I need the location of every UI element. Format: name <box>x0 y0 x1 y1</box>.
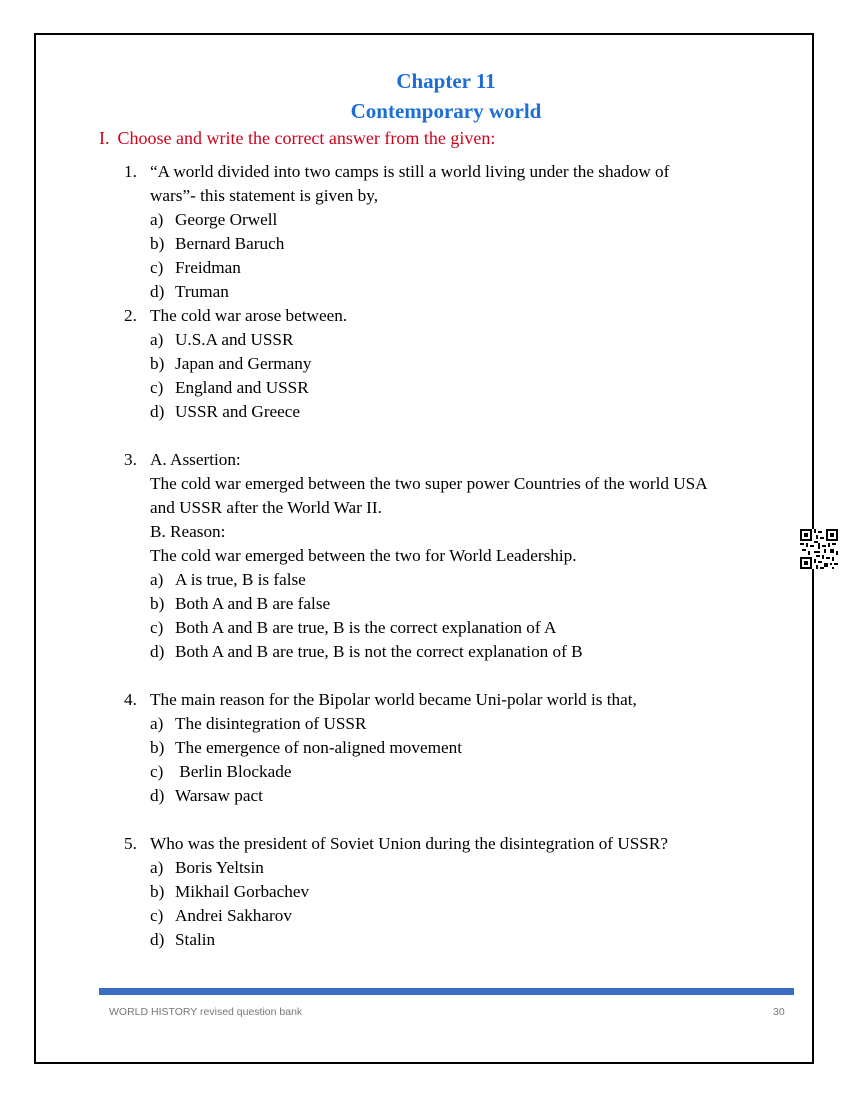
option-letter: b) <box>150 738 165 757</box>
option-list <box>150 208 794 304</box>
option-text: Warsaw pact <box>175 786 263 805</box>
option-a <box>150 208 794 232</box>
option-text: Freidman <box>175 258 241 277</box>
option-letter: a) <box>150 570 164 589</box>
footer-title: WORLD HISTORY revised question bank <box>109 1006 303 1018</box>
question-text-line: The main reason for the Bipolar world became Uni-polar world is that, <box>150 690 637 709</box>
question-text-line: “A world divided into two camps is still a world living under the shadow of <box>150 162 670 181</box>
section-instruction <box>99 128 495 149</box>
option-a <box>150 856 794 880</box>
option-d <box>150 400 794 424</box>
option-letter: d) <box>150 786 165 805</box>
option-letter: d) <box>150 930 165 949</box>
option-d <box>150 784 794 808</box>
option-c <box>150 904 794 928</box>
option-letter: c) <box>150 618 164 637</box>
option-letter: c) <box>150 906 164 925</box>
option-letter: a) <box>150 858 164 877</box>
section-number: I. <box>99 128 110 148</box>
option-letter: b) <box>150 234 165 253</box>
option-text: Truman <box>175 282 229 301</box>
option-list <box>150 856 794 952</box>
option-letter: a) <box>150 210 164 229</box>
option-c <box>150 256 794 280</box>
instruction-text: Choose and write the correct answer from the given: <box>117 128 496 148</box>
option-c <box>150 376 794 400</box>
option-text: A is true, B is false <box>175 570 306 589</box>
option-letter: a) <box>150 330 164 349</box>
option-text: George Orwell <box>175 210 278 229</box>
option-text: Berlin Blockade <box>175 762 292 781</box>
option-letter: a) <box>150 714 164 733</box>
assertion-text-line: and USSR after the World War II. <box>150 498 382 517</box>
option-text: Both A and B are false <box>175 594 331 613</box>
option-list <box>150 568 794 664</box>
question-list <box>124 160 794 952</box>
page-number: 30 <box>773 1006 785 1018</box>
option-letter: d) <box>150 402 165 421</box>
question-text-line: Who was the president of Soviet Union during the disintegration of USSR? <box>150 834 668 853</box>
qr-code-icon[interactable] <box>800 529 838 569</box>
option-list <box>150 712 794 808</box>
option-b <box>150 592 794 616</box>
option-letter: c) <box>150 378 164 397</box>
question-text-line: The cold war arose between. <box>150 306 348 325</box>
option-d <box>150 280 794 304</box>
question-4 <box>124 688 794 808</box>
question-5 <box>124 832 794 952</box>
option-c <box>150 760 794 784</box>
option-text: Mikhail Gorbachev <box>175 882 310 901</box>
question-number: 1. <box>124 162 137 181</box>
option-text: The emergence of non-aligned movement <box>175 738 462 757</box>
option-b <box>150 232 794 256</box>
option-text: Both A and B are true, B is not the correct explanation of B <box>175 642 583 661</box>
option-b <box>150 880 794 904</box>
question-3 <box>124 448 794 664</box>
option-text: Andrei Sakharov <box>175 906 292 925</box>
reason-text-line: The cold war emerged between the two for World Leadership. <box>150 546 577 565</box>
chapter-number: Chapter 11 <box>396 69 496 93</box>
option-a <box>150 712 794 736</box>
option-letter: c) <box>150 258 164 277</box>
option-text: Bernard Baruch <box>175 234 285 253</box>
option-list <box>150 328 794 424</box>
option-b <box>150 736 794 760</box>
assertion-text-line: The cold war emerged between the two super power Countries of the world USA <box>150 474 708 493</box>
option-text: USSR and Greece <box>175 402 301 421</box>
question-number: 5. <box>124 834 137 853</box>
footer-divider <box>99 988 794 995</box>
question-number: 2. <box>124 306 137 325</box>
option-a <box>150 568 794 592</box>
option-letter: c) <box>150 762 164 781</box>
question-2 <box>124 304 794 424</box>
option-a <box>150 328 794 352</box>
option-text: The disintegration of USSR <box>175 714 367 733</box>
option-letter: b) <box>150 594 165 613</box>
option-c <box>150 616 794 640</box>
question-1 <box>124 160 794 304</box>
option-text: Both A and B are true, B is the correct explanation of A <box>175 618 557 637</box>
option-letter: d) <box>150 282 165 301</box>
reason-label: B. Reason: <box>150 522 226 541</box>
question-text-line: wars”- this statement is given by, <box>150 186 379 205</box>
option-text: U.S.A and USSR <box>175 330 294 349</box>
question-number: 3. <box>124 450 137 469</box>
option-d <box>150 640 794 664</box>
chapter-title: Contemporary world <box>350 99 542 123</box>
option-letter: d) <box>150 642 165 661</box>
option-text: Boris Yeltsin <box>175 858 264 877</box>
option-letter: b) <box>150 882 165 901</box>
option-letter: b) <box>150 354 165 373</box>
option-text: Stalin <box>175 930 216 949</box>
question-number: 4. <box>124 690 137 709</box>
option-b <box>150 352 794 376</box>
option-text: Japan and Germany <box>175 354 312 373</box>
option-d <box>150 928 794 952</box>
assertion-label: A. Assertion: <box>150 450 241 469</box>
option-text: England and USSR <box>175 378 309 397</box>
